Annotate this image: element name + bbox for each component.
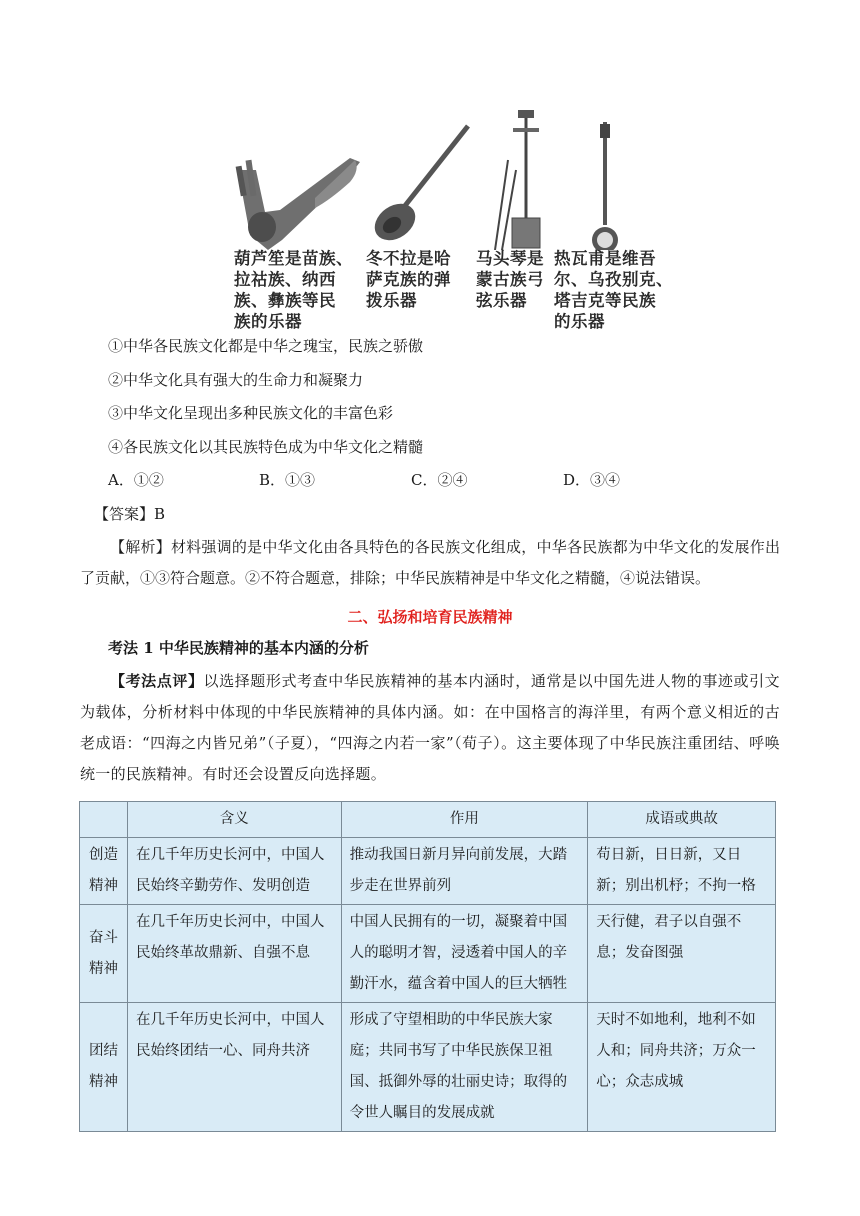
statement-4: ④各民族文化以其民族特色成为中华文化之精髓	[108, 438, 424, 456]
option-b: B．①③	[259, 471, 316, 489]
header-blank	[80, 802, 128, 838]
table-cell: 在几千年历史长河中，中国人民始终革故鼎新、自强不息	[127, 905, 341, 1003]
option-d: D．③④	[563, 471, 621, 489]
instruments-figure	[220, 100, 680, 330]
answer: 【答案】B	[94, 505, 166, 523]
kaofa-title: 考法 1 中华民族精神的基本内涵的分析	[108, 639, 369, 657]
row-label: 创造精神	[80, 838, 128, 905]
rawap-image	[592, 122, 618, 250]
table-header-row	[80, 802, 776, 838]
row-label: 团结精神	[80, 1003, 128, 1132]
caption-rawap: 热瓦甫是维吾 尔、乌孜别克、 塔吉克等民族 的乐器	[554, 249, 673, 331]
instruments-illustration	[220, 100, 680, 250]
section-title: 二、弘扬和培育民族精神	[347, 608, 513, 626]
header-role: 作用	[341, 802, 588, 838]
table-cell: 推动我国日新月异向前发展，大踏步走在世界前列	[341, 838, 588, 905]
lusheng-image	[236, 158, 360, 250]
option-a: A．①②	[108, 471, 164, 489]
morin-khuur-image	[495, 110, 540, 250]
statement-1: ①中华各民族文化都是中华之瑰宝，民族之骄傲	[108, 337, 424, 355]
header-meaning: 含义	[127, 802, 341, 838]
header-idioms: 成语或典故	[588, 802, 776, 838]
row-label: 奋斗精神	[80, 905, 128, 1003]
table-cell: 在几千年历史长河中，中国人民始终辛勤劳作、发明创造	[127, 838, 341, 905]
kaodian-text: 以选择题形式考查中华民族精神的基本内涵时，通常是以中国先进人物的事迹或引文为载体，分析材料中体现的中华民族精神的具体内涵。如：在中国格言的海洋里，有两个意义相近的古老成语：“四海之内皆兄弟”（子夏），“四海之内若一家”（荀子）。这主要体现了中华民族注重团结、呼唤统一的民族精神。有时还会设置反向选择题。	[80, 672, 780, 783]
dombra-image	[368, 126, 468, 248]
statement-2: ②中华文化具有强大的生命力和凝聚力	[108, 371, 364, 389]
table-cell: 在几千年历史长河中，中国人民始终团结一心、同舟共济	[127, 1003, 341, 1132]
table-row	[80, 1003, 776, 1132]
analysis-label: 【解析】	[110, 538, 171, 556]
caption-lusheng: 葫芦笙是苗族、 拉祜族、纳西 族、彝族等民 族的乐器	[234, 249, 353, 331]
table-row	[80, 905, 776, 1003]
table-cell: 苟日新，日日新，又日新；别出机杼；不拘一格	[588, 838, 776, 905]
table-row	[80, 838, 776, 905]
table-cell: 天时不如地利，地利不如人和；同舟共济；万众一心；众志成城	[588, 1003, 776, 1132]
analysis	[80, 532, 780, 594]
option-c: C．②④	[411, 471, 468, 489]
table-cell: 天行健，君子以自强不息；发奋图强	[588, 905, 776, 1003]
spirit-table	[79, 801, 776, 1132]
table-cell: 形成了守望相助的中华民族大家庭；共同书写了中华民族保卫祖国、抵御外辱的壮丽史诗；取得的令世人瞩目的发展成就	[341, 1003, 588, 1132]
caption-morin-khuur: 马头琴是 蒙古族弓 弦乐器	[476, 249, 544, 310]
table-cell: 中国人民拥有的一切，凝聚着中国人的聪明才智，浸透着中国人的辛勤汗水，蕴含着中国人的巨大牺牲	[341, 905, 588, 1003]
caption-dombra: 冬不拉是哈 萨克族的弹 拨乐器	[366, 249, 451, 310]
analysis-text: 材料强调的是中华文化由各具特色的各民族文化组成，中华各民族都为中华文化的发展作出了贡献，①③符合题意。②不符合题意，排除；中华民族精神是中华文化之精髓，④说法错误。	[80, 538, 780, 587]
kaodian-label: 【考法点评】	[110, 672, 204, 690]
statement-3: ③中华文化呈现出多种民族文化的丰富色彩	[108, 404, 394, 422]
kaodian-paragraph	[80, 666, 780, 790]
